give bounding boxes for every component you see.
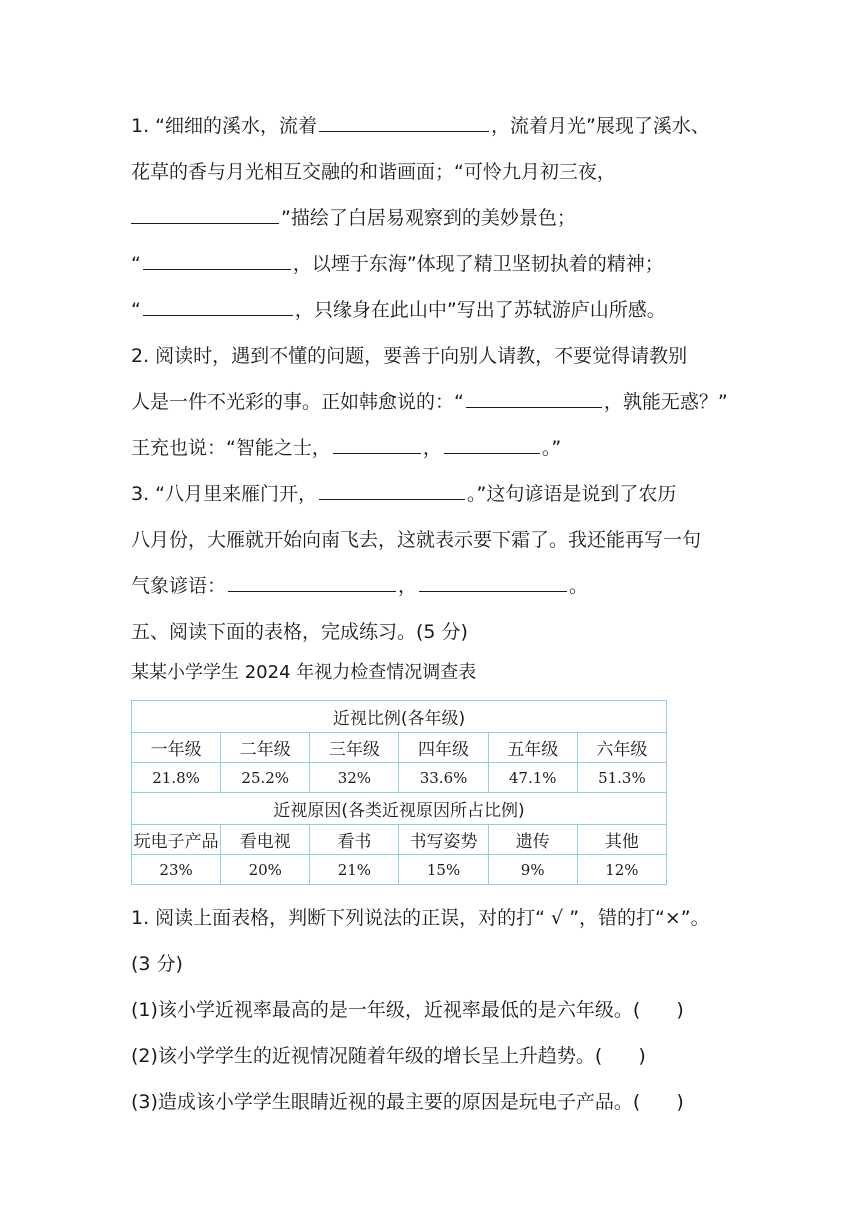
cause-header: 书写姿势 xyxy=(399,825,488,855)
q2-text: 人是一件不光彩的事。正如韩愈说的：“ xyxy=(131,391,464,413)
q1-text: “ xyxy=(131,253,141,275)
fill-blank[interactable] xyxy=(466,387,602,408)
q3-line-2 xyxy=(131,517,733,563)
table-title-causes: 近视原因(各类近视原因所占比例) xyxy=(132,793,667,825)
grade-header: 二年级 xyxy=(221,733,310,763)
fill-blank[interactable] xyxy=(131,203,279,224)
table-caption xyxy=(131,650,733,696)
cause-rate: 15% xyxy=(399,855,488,885)
grade-header: 一年级 xyxy=(132,733,221,763)
q3-line-1 xyxy=(131,471,733,517)
grade-rate: 33.6% xyxy=(399,763,488,793)
grade-header: 三年级 xyxy=(310,733,399,763)
judge-close-paren: ) xyxy=(676,999,684,1021)
q2-line-1 xyxy=(131,333,733,379)
section-heading-text: 五、阅读下面的表格，完成练习。(5 分) xyxy=(131,621,468,643)
cause-rate: 9% xyxy=(488,855,577,885)
judge-item-text: (2)该小学学生的近视情况随着年级的增长呈上升趋势。( xyxy=(131,1045,603,1067)
table-caption-text: 某某小学学生 2024 年视力检查情况调查表 xyxy=(131,662,477,683)
q1-line-2 xyxy=(131,149,733,195)
judge-score-text: (3 分) xyxy=(131,953,183,975)
cause-header: 玩电子产品 xyxy=(132,825,221,855)
q2-line-2 xyxy=(131,379,733,425)
q3-text: 3. “八月里来雁门开， xyxy=(131,483,318,505)
q2-text: 王充也说：“智能之士， xyxy=(131,437,331,459)
grade-rate: 32% xyxy=(310,763,399,793)
cause-rate: 21% xyxy=(310,855,399,885)
q2-text: ，孰能无惑？” xyxy=(603,391,728,413)
cause-rate: 20% xyxy=(221,855,310,885)
vision-survey-table xyxy=(131,700,667,885)
table-title-grades: 近视比例(各年级) xyxy=(132,701,667,733)
judge-score xyxy=(131,941,733,987)
fill-blank[interactable] xyxy=(444,433,540,454)
judge-close-paren: ) xyxy=(676,1091,684,1113)
q3-text: 。 xyxy=(569,575,589,597)
judge-item-text: (1)该小学近视率最高的是一年级，近视率最低的是六年级。( xyxy=(131,999,641,1021)
judge-item-text: (3)造成该小学学生眼睛近视的最主要的原因是玩电子产品。( xyxy=(131,1091,641,1113)
grade-rate: 21.8% xyxy=(132,763,221,793)
fill-blank[interactable] xyxy=(143,295,293,316)
section-heading xyxy=(131,609,733,655)
cause-header: 看书 xyxy=(310,825,399,855)
cause-rate: 12% xyxy=(577,855,666,885)
judge-item-3 xyxy=(131,1079,733,1125)
q1-text: ，流着月光”展现了溪水、 xyxy=(491,115,710,137)
q1-text: ，以堙于东海”体现了精卫坚韧执着的精神； xyxy=(292,253,664,275)
cause-header: 看电视 xyxy=(221,825,310,855)
q2-line-3 xyxy=(131,425,733,471)
judge-item-2 xyxy=(131,1033,733,1079)
judge-intro xyxy=(131,895,733,941)
fill-blank[interactable] xyxy=(419,571,567,592)
judge-close-paren: ) xyxy=(638,1045,646,1067)
cause-header: 其他 xyxy=(577,825,666,855)
grade-header: 四年级 xyxy=(399,733,488,763)
judge-intro-text: 1. 阅读上面表格，判断下列说法的正误，对的打“ √ ”，错的打“×”。 xyxy=(131,907,710,929)
grade-rate: 51.3% xyxy=(577,763,666,793)
fill-blank[interactable] xyxy=(228,571,396,592)
q3-text: ， xyxy=(398,575,418,597)
grade-rate: 47.1% xyxy=(488,763,577,793)
q1-line-1 xyxy=(131,103,733,149)
q2-text: 2. 阅读时，遇到不懂的问题，要善于向别人请教，不要觉得请教别 xyxy=(131,345,688,367)
grade-header: 五年级 xyxy=(488,733,577,763)
q3-text: 八月份，大雁就开始向南飞去，这就表示要下霜了。我还能再写一句 xyxy=(131,529,702,551)
cause-rate: 23% xyxy=(132,855,221,885)
grade-header: 六年级 xyxy=(577,733,666,763)
judge-item-1 xyxy=(131,987,733,1033)
q3-text: 气象谚语： xyxy=(131,575,227,597)
fill-blank[interactable] xyxy=(143,249,291,270)
grade-rate: 25.2% xyxy=(221,763,310,793)
q1-text: ，只缘身在此山中”写出了苏轼游庐山所感。 xyxy=(294,299,666,321)
q1-text: “ xyxy=(131,299,141,321)
q3-text: 。”这句谚语是说到了农历 xyxy=(467,483,677,505)
fill-blank[interactable] xyxy=(319,111,489,132)
fill-blank[interactable] xyxy=(333,433,421,454)
q1-line-4 xyxy=(131,241,733,287)
q2-text: 。” xyxy=(541,437,562,459)
q1-line-5 xyxy=(131,287,733,333)
q1-text: ”描绘了白居易观察到的美妙景色； xyxy=(281,207,576,229)
q1-text: 花草的香与月光相互交融的和谐画面；“可怜九月初三夜， xyxy=(131,161,616,183)
q2-text: ， xyxy=(422,437,442,459)
q1-text: 1. “细细的溪水，流着 xyxy=(131,115,318,137)
q1-line-3 xyxy=(131,195,733,241)
cause-header: 遗传 xyxy=(488,825,577,855)
q3-line-3 xyxy=(131,563,733,609)
fill-blank[interactable] xyxy=(319,479,465,500)
